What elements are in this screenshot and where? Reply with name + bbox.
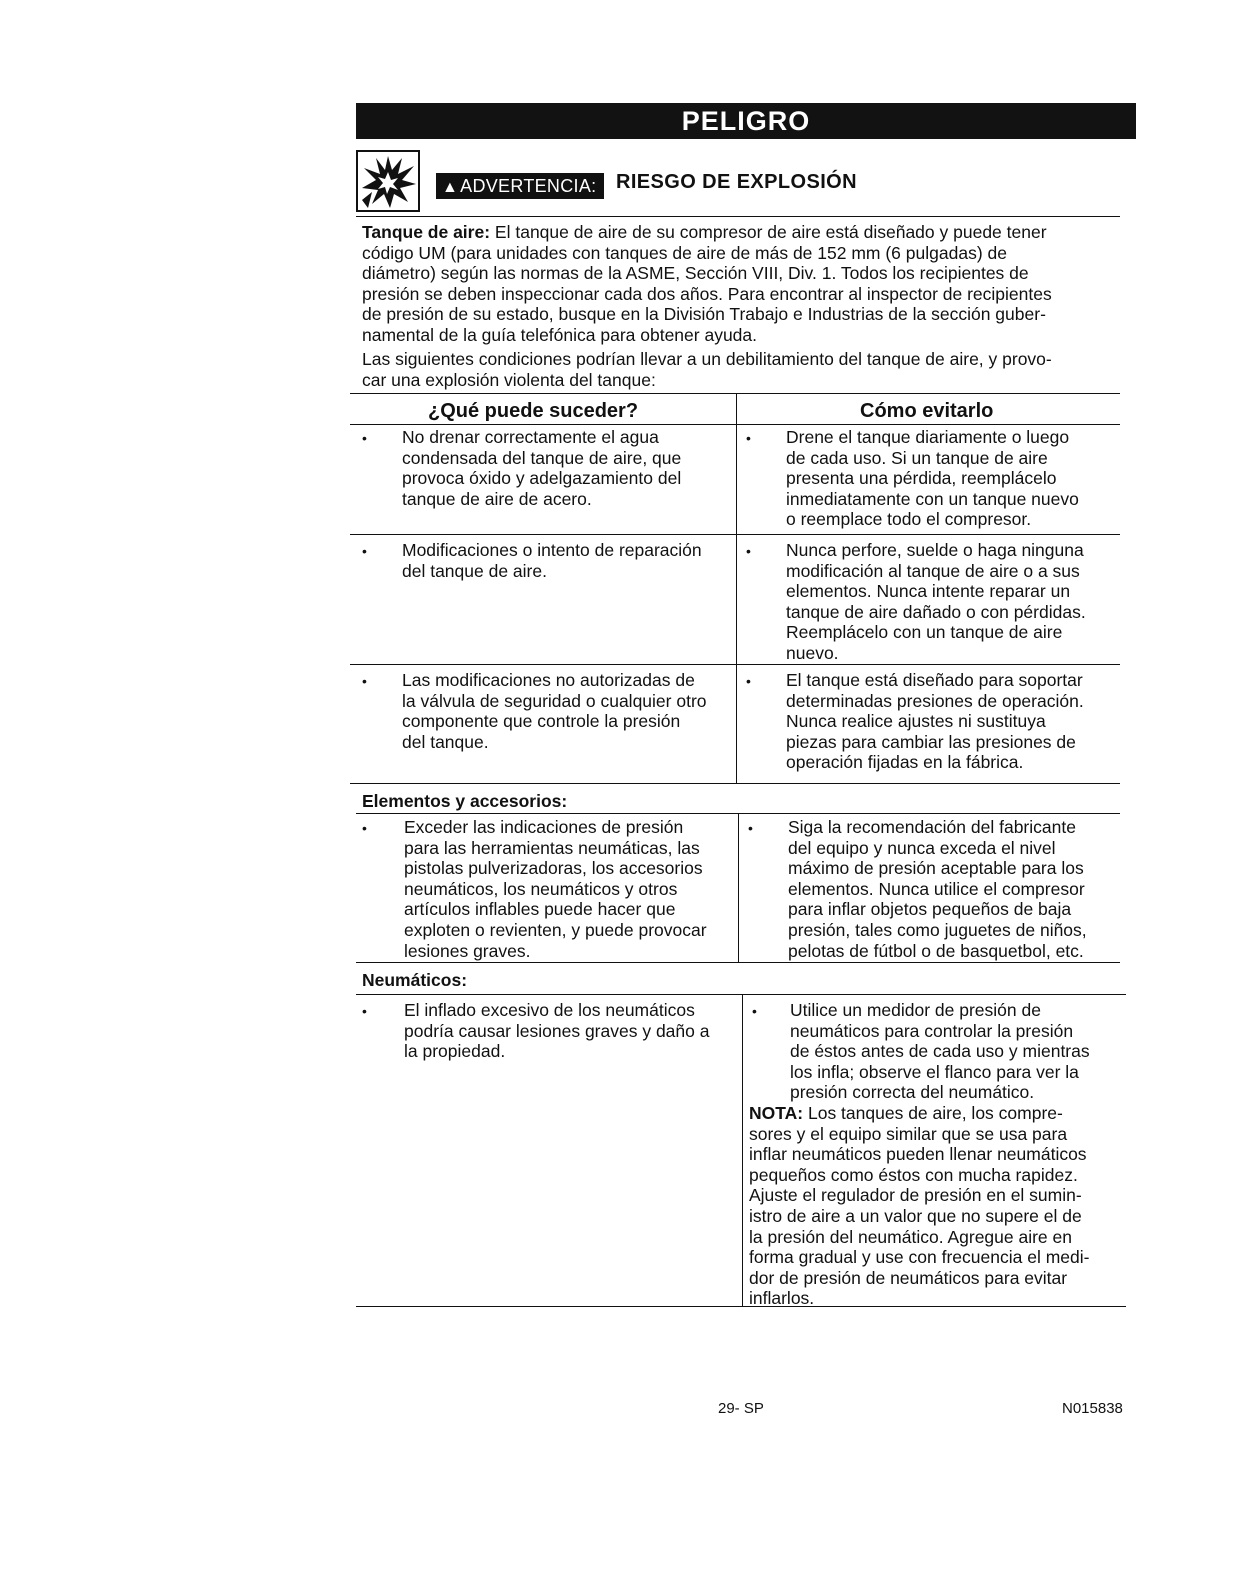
column-divider: [736, 393, 737, 783]
table-bottom-rule: [356, 1306, 1126, 1307]
row2-left: Modificaciones o intento de reparación del tanque de aire.: [402, 540, 702, 581]
row2-right: Nunca perfore, suelde o haga ninguna modificación al tanque de aire o a sus elementos. Nunca intente reparar un tanque de aire dañado o con pérdidas. Reemplácelo con un tanque de aire nuevo.: [786, 540, 1086, 663]
intro-line: de presión de su estado, busque en la División Trabajo e Industrias de la sección guber-: [362, 304, 1046, 325]
advertencia-badge: [436, 173, 604, 199]
conditions-line: Las siguientes condiciones podrían llevar a un debilitamiento del tanque de aire, y provo-: [362, 349, 1052, 369]
bullet-icon: •: [362, 430, 367, 446]
section-rule: [356, 994, 1126, 995]
conditions-line: car una explosión violenta del tanque:: [362, 369, 656, 390]
note-label: NOTA:: [749, 1103, 804, 1123]
intro-line: namental de la guía telefónica para obtener ayuda.: [362, 324, 758, 345]
bullet-icon: •: [362, 820, 367, 836]
section3-right: Utilice un medidor de presión de neumáticos para controlar la presión de éstos antes de cada uso y mientras los infla; observe el flanco para ver la presión correcta del neumático.: [790, 1000, 1090, 1103]
header-divider: [356, 216, 1120, 217]
bullet-icon: •: [746, 430, 751, 446]
bullet-icon: •: [746, 543, 751, 559]
bullet-icon: •: [748, 820, 753, 836]
warning-header: [356, 150, 1136, 214]
section2-left: Exceder las indicaciones de presión para las herramientas neumáticas, las pistolas pulverizadoras, los accesorios neumáticos, los neumáticos y otros artículos inflables puede hacer que exploten o revienten, y puede provocar lesiones graves.: [404, 817, 707, 961]
intro-paragraph: [362, 222, 1122, 346]
row3-right: El tanque está diseñado para soportar determinadas presiones de operación. Nunca realice ajustes ni sustituya piezas para cambiar las presiones de operación fijadas en la fábrica.: [786, 670, 1084, 773]
advertencia-label: ADVERTENCIA:: [460, 176, 597, 196]
section-title-neumaticos: Neumáticos:: [362, 970, 468, 990]
column-divider: [738, 813, 739, 962]
row-divider: [356, 962, 1120, 963]
row-divider: [350, 664, 1120, 665]
intro-line: código UM (para unidades con tanques de aire de más de 152 mm (6 pulgadas) de: [362, 242, 1007, 263]
warning-title: RIESGO DE EXPLOSIÓN: [616, 171, 857, 193]
column-header-rule: [350, 424, 1120, 425]
intro-line: Tanque de aire: El tanque de aire de su compresor de aire está diseñado y puede tener: [362, 222, 1047, 242]
intro-line: presión se deben inspeccionar cada dos años. Para encontrar al inspector de recipientes: [362, 283, 1052, 304]
section-title-elementos: Elementos y accesorios:: [362, 791, 568, 811]
bullet-icon: •: [362, 1003, 367, 1019]
row1-left: No drenar correctamente el agua condensada del tanque de aire, que provoca óxido y adelgazamiento del tanque de aire de acero.: [402, 427, 682, 509]
conditions-paragraph: [362, 349, 1122, 390]
section3-left: El inflado excesivo de los neumáticos podría causar lesiones graves y daño a la propiedad.: [404, 1000, 710, 1062]
bullet-icon: •: [752, 1003, 757, 1019]
row-divider: [350, 783, 1120, 784]
warning-triangle-icon: ▲: [442, 179, 459, 196]
column-header-right: Cómo evitarlo: [860, 400, 994, 422]
row3-left: Las modificaciones no autorizadas de la válvula de seguridad o cualquier otro componente que controle la presión del tanque.: [402, 670, 707, 752]
section-rule: [356, 813, 1120, 814]
peligro-banner: PELIGRO: [356, 103, 1136, 139]
intro-line: diámetro) según las normas de la ASME, Sección VIII, Div. 1. Todos los recipientes de: [362, 263, 1029, 284]
section2-right: Siga la recomendación del fabricante del equipo y nunca exceda el nivel máximo de presión aceptable para los elementos. Nunca utilice el compresor para inflar objetos pequeños de baja presión, tales como juguetes de niños, pelotas de fútbol o de basquetbol, etc.: [788, 817, 1087, 961]
bullet-icon: •: [362, 543, 367, 559]
column-divider: [742, 994, 743, 1306]
row1-right: Drene el tanque diariamente o luego de cada uso. Si un tanque de aire presenta una pérdida, reemplácelo inmediatamente con un tanque nuevo o reemplace todo el compresor.: [786, 427, 1079, 530]
column-header-left: ¿Qué puede suceder?: [428, 400, 639, 422]
bullet-icon: •: [362, 673, 367, 689]
row-divider: [350, 534, 1120, 535]
document-code: N015838: [1062, 1400, 1123, 1417]
intro-label: Tanque de aire:: [362, 222, 491, 242]
explosion-icon: [356, 150, 420, 212]
bullet-icon: •: [746, 673, 751, 689]
section3-note: NOTA: Los tanques de aire, los compre- sores y el equipo similar que se usa para inflar neumáticos pueden llenar neumáticos pequeños como éstos con mucha rapidez. Ajuste el regulador de presión en el sumin- istro de aire a un valor que no supere el de la presión del neumático. Agregue aire en forma gradual y use con frecuencia el medi- dor de presión de neumáticos para evitar inflarlos.: [749, 1103, 1090, 1309]
table-top-rule: [350, 393, 1120, 394]
page-number: 29- SP: [718, 1400, 764, 1417]
